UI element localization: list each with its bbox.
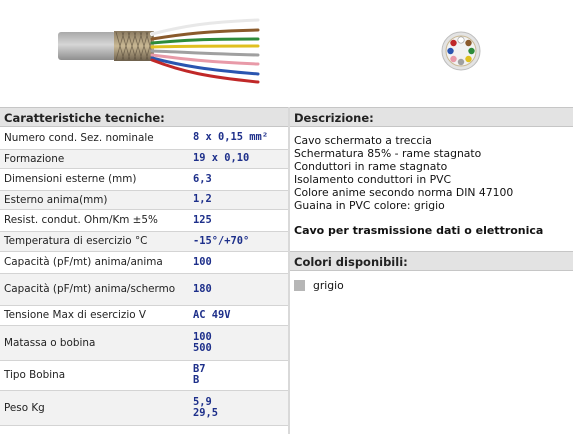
usage-highlight: Cavo per trasmissione dati o elettronica — [294, 224, 544, 237]
spec-value: -15°/+70° — [185, 231, 288, 251]
spec-row — [0, 127, 288, 149]
spec-row — [0, 231, 288, 251]
spec-value: 8 x 0,15 mm² — [185, 127, 288, 149]
spec-label: Matassa o bobina — [0, 325, 185, 360]
spec-label: Resist. condut. Ohm/Km ±5% — [0, 209, 185, 231]
spec-value: 180 — [185, 273, 288, 305]
spec-row — [0, 305, 288, 325]
spec-label: Dimensioni esterne (mm) — [0, 168, 185, 190]
color-option — [290, 271, 573, 292]
spec-row — [0, 273, 288, 305]
cable-image — [58, 14, 263, 84]
spec-value: B7 B — [185, 360, 288, 390]
spec-label: Tensione Max di esercizio V — [0, 305, 185, 325]
color-label: grigio — [313, 279, 344, 292]
colors-heading: Colori disponibili: — [290, 251, 573, 271]
spec-value: AC 49V — [185, 305, 288, 325]
cross-section-image — [440, 30, 482, 72]
spec-label: Numero cond. Sez. nominale — [0, 127, 185, 149]
spec-value: 5,9 29,5 — [185, 390, 288, 425]
spec-value: 19 x 0,10 — [185, 149, 288, 168]
description-line: Cavo schermato a treccia — [294, 134, 432, 147]
spec-row — [0, 190, 288, 209]
spec-value: 100 — [185, 251, 288, 273]
spec-row — [0, 390, 288, 425]
spec-value: 125 — [185, 209, 288, 231]
spec-label: Capacità (pF/mt) anima/schermo — [0, 273, 185, 305]
spec-row — [0, 325, 288, 360]
technical-specs-panel — [0, 107, 288, 434]
spec-value: 1,2 — [185, 190, 288, 209]
description-line: Colore anime secondo norma DIN 47100 — [294, 186, 514, 199]
spec-label: Peso Kg — [0, 390, 185, 425]
spec-value: 100 500 — [185, 325, 288, 360]
description-text — [290, 127, 573, 212]
description-line: Conduttori in rame stagnato — [294, 160, 448, 173]
product-images — [0, 0, 573, 100]
spec-label: Formazione — [0, 149, 185, 168]
spec-label: Temperatura di esercizio °C — [0, 231, 185, 251]
description-line: Guaina in PVC colore: grigio — [294, 199, 445, 212]
specs-heading: Caratteristiche tecniche: — [0, 107, 288, 127]
spec-label: Esterno anima(mm) — [0, 190, 185, 209]
spec-row — [0, 360, 288, 390]
description-heading: Descrizione: — [290, 107, 573, 127]
spec-label: Capacità (pF/mt) anima/anima — [0, 251, 185, 273]
spec-value: 6,3 — [185, 168, 288, 190]
spec-row — [0, 168, 288, 190]
spec-label: Tipo Bobina — [0, 360, 185, 390]
specs-table — [0, 127, 288, 426]
color-swatch — [294, 280, 305, 291]
description-line: Isolamento conduttori in PVC — [294, 173, 452, 186]
spec-row — [0, 209, 288, 231]
description-line: Schermatura 85% - rame stagnato — [294, 147, 482, 160]
description-panel — [290, 107, 573, 434]
spec-row — [0, 251, 288, 273]
spec-row — [0, 149, 288, 168]
